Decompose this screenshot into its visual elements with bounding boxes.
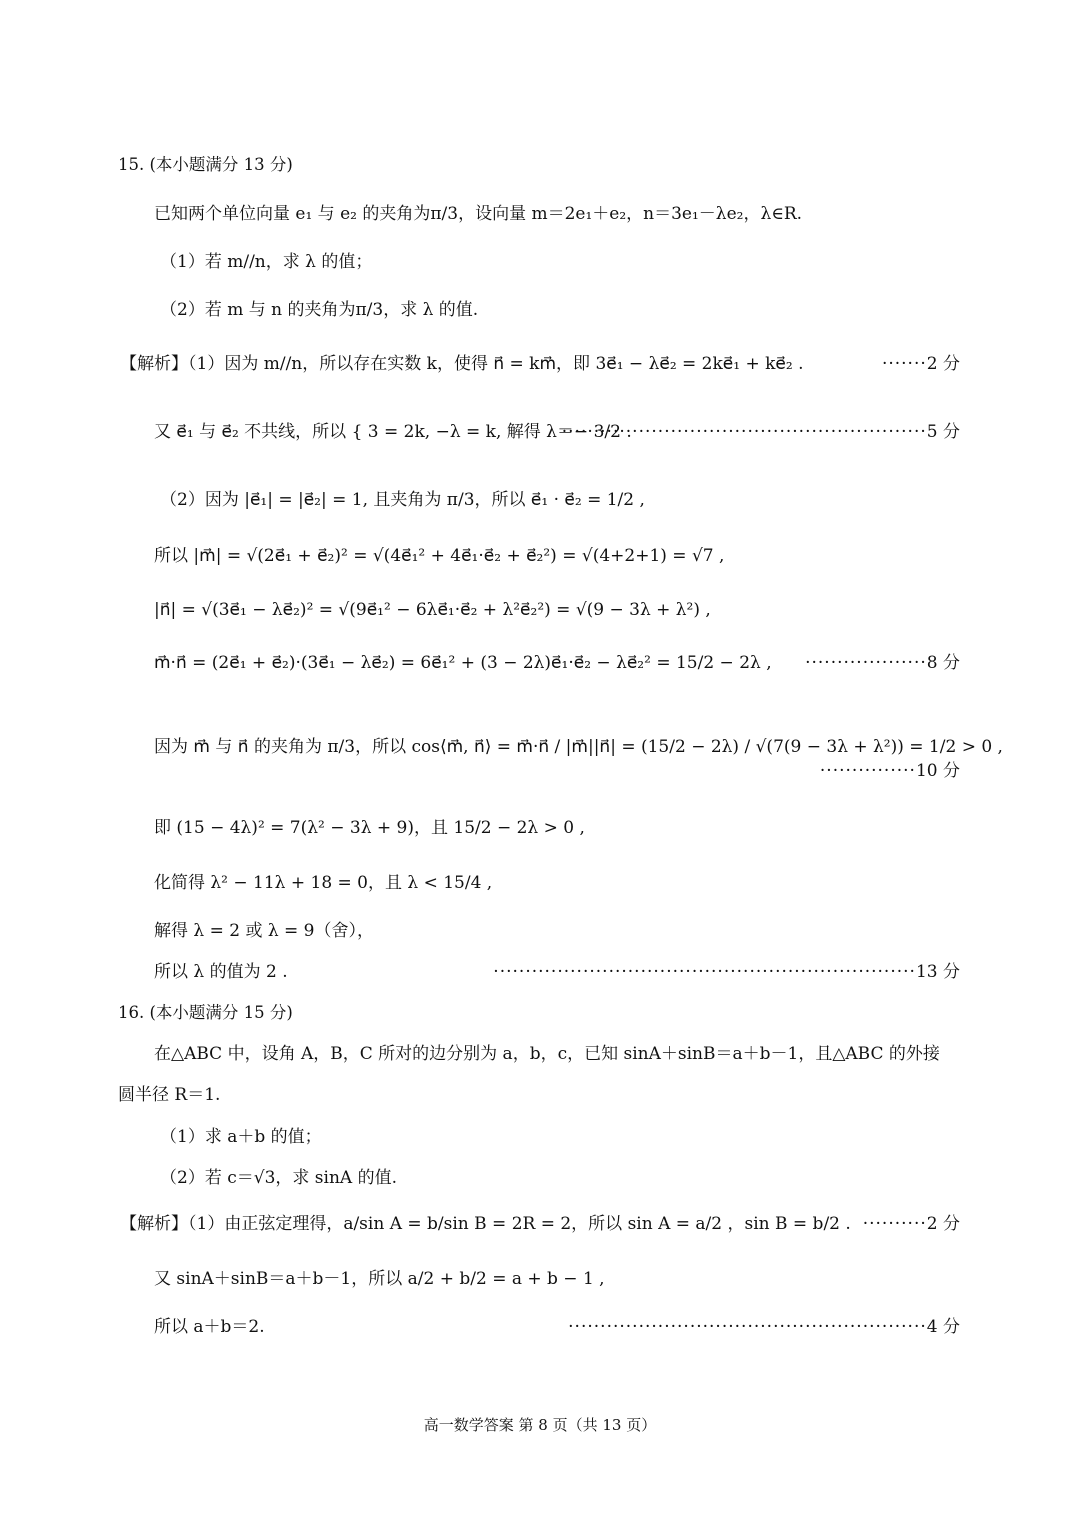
q16-solution-line-3: 所以 a＋b＝2. [154, 1317, 265, 1337]
q16-solution-line-2: 又 sinA＋sinB＝a＋b－1，所以 a/2 + b/2 = a + b − 1 , [154, 1269, 605, 1289]
q15-solution-line-1: 【解析】（1）因为 m//n，所以存在实数 k，使得 n⃗ = km⃗，即 3e⃗₁ − λe⃗₂ = 2ke⃗₁ + ke⃗₂ . [120, 354, 804, 374]
q15-solution-line-4: 所以 |m⃗| = √(2e⃗₁ + e⃗₂)² = √(4e⃗₁² + 4e⃗₁·e⃗₂ + e⃗₂²) = √(4+2+1) = √7 , [154, 546, 725, 566]
q16-points-3: ························································4 分 [568, 1317, 960, 1337]
q15-points-2: ·························································5 分 [561, 422, 960, 442]
q16-part2: （2）若 c＝√3，求 sinA 的值. [160, 1168, 397, 1188]
q15-solution-line-9: 化简得 λ² − 11λ + 18 = 0，且 λ < 15/4 , [154, 873, 493, 893]
q15-solution-line-5: |n⃗| = √(3e⃗₁ − λe⃗₂)² = √(9e⃗₁² − 6λe⃗₁·e⃗₂ + λ²e⃗₂²) = √(9 − 3λ + λ²) , [154, 600, 711, 620]
q15-stem: 已知两个单位向量 e₁ 与 e₂ 的夹角为π/3，设向量 m＝2e₁＋e₂，n＝3e₁－λe₂，λ∈R. [154, 204, 803, 224]
q15-solution-line-2: 又 e⃗₁ 与 e⃗₂ 不共线，所以 { 3 = 2k, −λ = k, 解得 λ＝− 3/2 . [154, 422, 632, 442]
q15-solution-line-10: 解得 λ = 2 或 λ = 9（舍）， [154, 921, 374, 941]
q15-header: 15. (本小题满分 13 分) [118, 155, 293, 174]
q16-points-1: ··········2 分 [862, 1214, 960, 1234]
q16-solution-line-1: 【解析】（1）由正弦定理得，a/sin A = b/sin B = 2R = 2，所以 sin A = a/2 ，sin B = b/2 . [120, 1214, 851, 1234]
q15-solution-line-6: m⃗·n⃗ = (2e⃗₁ + e⃗₂)·(3e⃗₁ − λe⃗₂) = 6e⃗₁² + (3 − 2λ)e⃗₁·e⃗₂ − λe⃗₂² = 15/2 − 2λ , [154, 653, 772, 673]
q16-header: 16. (本小题满分 15 分) [118, 1003, 293, 1022]
q15-solution-line-8: 即 (15 − 4λ)² = 7(λ² − 3λ + 9)，且 15/2 − 2λ > 0 , [154, 818, 585, 838]
q15-points-6: ···················8 分 [805, 653, 960, 673]
q15-solution-line-7: 因为 m⃗ 与 n⃗ 的夹角为 π/3，所以 cos⟨m⃗, n⃗⟩ = m⃗·n⃗ / |m⃗||n⃗| = (15/2 − 2λ) / √(7(9 − 3λ + λ²)) = 1/2 > 0 , [154, 737, 1003, 757]
q15-solution-line-3: （2）因为 |e⃗₁| = |e⃗₂| = 1, 且夹角为 π/3，所以 e⃗₁ · e⃗₂ = 1/2 , [160, 490, 645, 510]
q16-part1: （1）求 a＋b 的值； [160, 1127, 322, 1147]
page-footer: 高一数学答案 第 8 页（共 13 页） [423, 1416, 657, 1434]
q16-stem-line-1: 在△ABC 中，设角 A，B，C 所对的边分别为 a，b，c，已知 sinA＋sinB＝a＋b－1，且△ABC 的外接 [154, 1044, 940, 1064]
q15-points-7: ···············10 分 [819, 761, 960, 781]
q15-points-1: ·······2 分 [881, 354, 960, 374]
q16-stem-line-2: 圆半径 R＝1. [118, 1085, 221, 1105]
q15-points-11: ··································································13 分 [493, 962, 960, 982]
q15-part2: （2）若 m 与 n 的夹角为π/3，求 λ 的值. [160, 300, 479, 320]
q15-solution-line-11: 所以 λ 的值为 2 . [154, 962, 288, 982]
q15-part1: （1）若 m//n，求 λ 的值； [160, 252, 373, 272]
